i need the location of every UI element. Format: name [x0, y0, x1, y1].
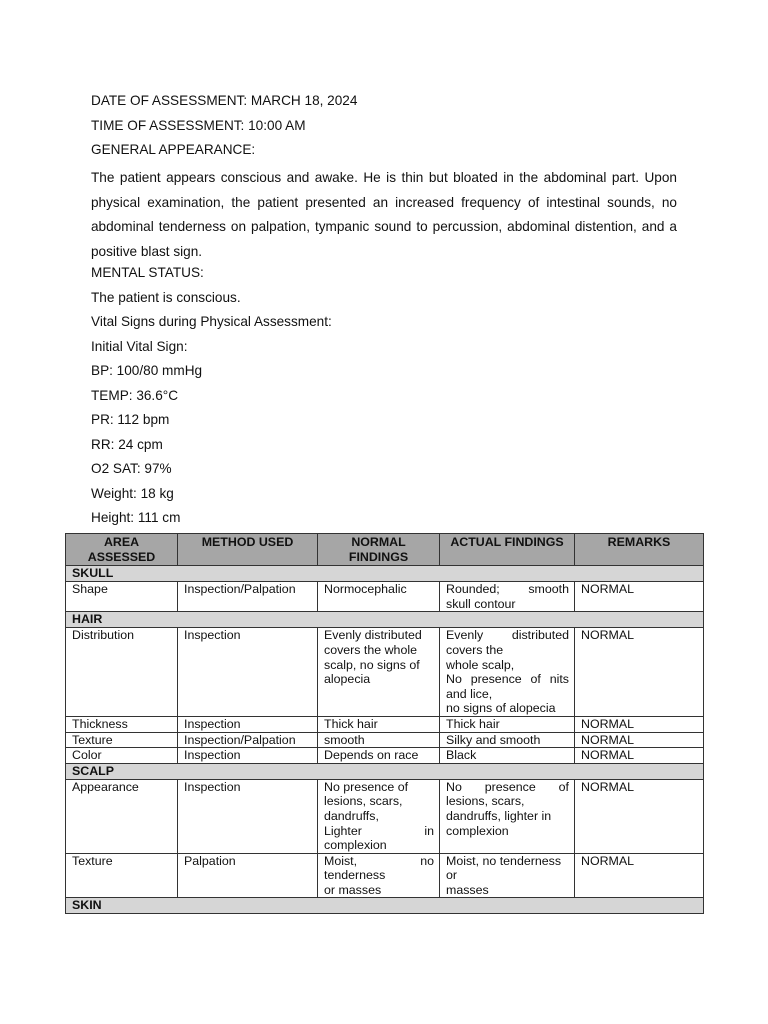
- col-header-area: AREA ASSESSED: [66, 534, 178, 566]
- col-header-actual: ACTUAL FINDINGS: [440, 534, 575, 566]
- section-label: SCALP: [66, 763, 704, 779]
- cell-method: Inspection/Palpation: [178, 732, 318, 748]
- vital-rr: RR: 24 cpm: [91, 437, 163, 452]
- cell-method: Inspection: [178, 779, 318, 853]
- cell-remarks: NORMAL: [575, 628, 704, 717]
- cell-area: Thickness: [66, 716, 178, 732]
- cell-actual: Moist, no tenderness or masses: [440, 853, 575, 898]
- cell-actual: Rounded; smooth skull contour: [440, 582, 575, 612]
- vital-temp: TEMP: 36.6°C: [91, 388, 179, 403]
- col-header-normal: NORMAL FINDINGS: [318, 534, 440, 566]
- cell-method: Inspection/Palpation: [178, 582, 318, 612]
- table-row: [66, 716, 704, 732]
- initial-vital-sign-heading: Initial Vital Sign:: [91, 339, 188, 354]
- section-label: SKIN: [66, 898, 704, 914]
- assessment-table: [65, 533, 704, 914]
- table-row: [66, 853, 704, 898]
- section-row-skull: [66, 566, 704, 582]
- vital-bp: BP: 100/80 mmHg: [91, 363, 203, 378]
- cell-area: Texture: [66, 732, 178, 748]
- vital-height: Height: 111 cm: [91, 510, 181, 525]
- cell-remarks: NORMAL: [575, 853, 704, 898]
- cell-normal: Normocephalic: [318, 582, 440, 612]
- general-appearance-heading: GENERAL APPEARANCE:: [91, 142, 256, 157]
- cell-remarks: NORMAL: [575, 748, 704, 764]
- table-row: [66, 779, 704, 853]
- cell-method: Inspection: [178, 628, 318, 717]
- cell-area: Texture: [66, 853, 178, 898]
- cell-remarks: NORMAL: [575, 716, 704, 732]
- general-appearance-text: The patient appears conscious and awake. He is thin but bloated in the abdominal part. Upon physical examination, the patient presented an increased frequency of intestinal sounds, no abdominal tenderness on palpation, tympanic sound to percussion, abdominal distention, and a positive blast sign.: [91, 170, 677, 260]
- section-label: HAIR: [66, 612, 704, 628]
- vital-o2-sat: O2 SAT: 97%: [91, 461, 172, 476]
- cell-actual: Thick hair: [440, 716, 575, 732]
- assessment-date: DATE OF ASSESSMENT: MARCH 18, 2024: [91, 93, 358, 108]
- cell-method: Inspection: [178, 716, 318, 732]
- section-label: SKULL: [66, 566, 704, 582]
- cell-method: Palpation: [178, 853, 318, 898]
- cell-actual: Black: [440, 748, 575, 764]
- section-row-hair: [66, 612, 704, 628]
- cell-area: Distribution: [66, 628, 178, 717]
- cell-area: Color: [66, 748, 178, 764]
- cell-actual: Silky and smooth: [440, 732, 575, 748]
- col-header-remarks: REMARKS: [575, 534, 704, 566]
- cell-method: Inspection: [178, 748, 318, 764]
- cell-area: Shape: [66, 582, 178, 612]
- assessment-time: TIME OF ASSESSMENT: 10:00 AM: [91, 118, 306, 133]
- vital-signs-heading: Vital Signs during Physical Assessment:: [91, 314, 332, 329]
- cell-remarks: NORMAL: [575, 732, 704, 748]
- cell-actual: No presence of lesions, scars, dandruffs, lighter in complexion: [440, 779, 575, 853]
- table-header-row: [66, 534, 704, 566]
- cell-normal: Depends on race: [318, 748, 440, 764]
- vital-pr: PR: 112 bpm: [91, 412, 170, 427]
- table-row: [66, 732, 704, 748]
- section-row-scalp: [66, 763, 704, 779]
- mental-status-heading: MENTAL STATUS:: [91, 265, 204, 280]
- table-row: [66, 628, 704, 717]
- cell-area: Appearance: [66, 779, 178, 853]
- mental-status-text: The patient is conscious.: [91, 290, 241, 305]
- section-row-skin: [66, 898, 704, 914]
- cell-normal: No presence of lesions, scars, dandruffs, Lighter in complexion: [318, 779, 440, 853]
- table-row: [66, 748, 704, 764]
- vital-weight: Weight: 18 kg: [91, 486, 174, 501]
- cell-normal: Thick hair: [318, 716, 440, 732]
- col-header-method: METHOD USED: [178, 534, 318, 566]
- cell-normal: Moist, no tenderness or masses: [318, 853, 440, 898]
- cell-actual: Evenly distributed covers the whole scalp, No presence of nits and lice, no signs of alopecia: [440, 628, 575, 717]
- table-row: [66, 582, 704, 612]
- cell-normal: smooth: [318, 732, 440, 748]
- cell-normal: Evenly distributed covers the whole scalp, no signs of alopecia: [318, 628, 440, 717]
- cell-remarks: NORMAL: [575, 582, 704, 612]
- cell-remarks: NORMAL: [575, 779, 704, 853]
